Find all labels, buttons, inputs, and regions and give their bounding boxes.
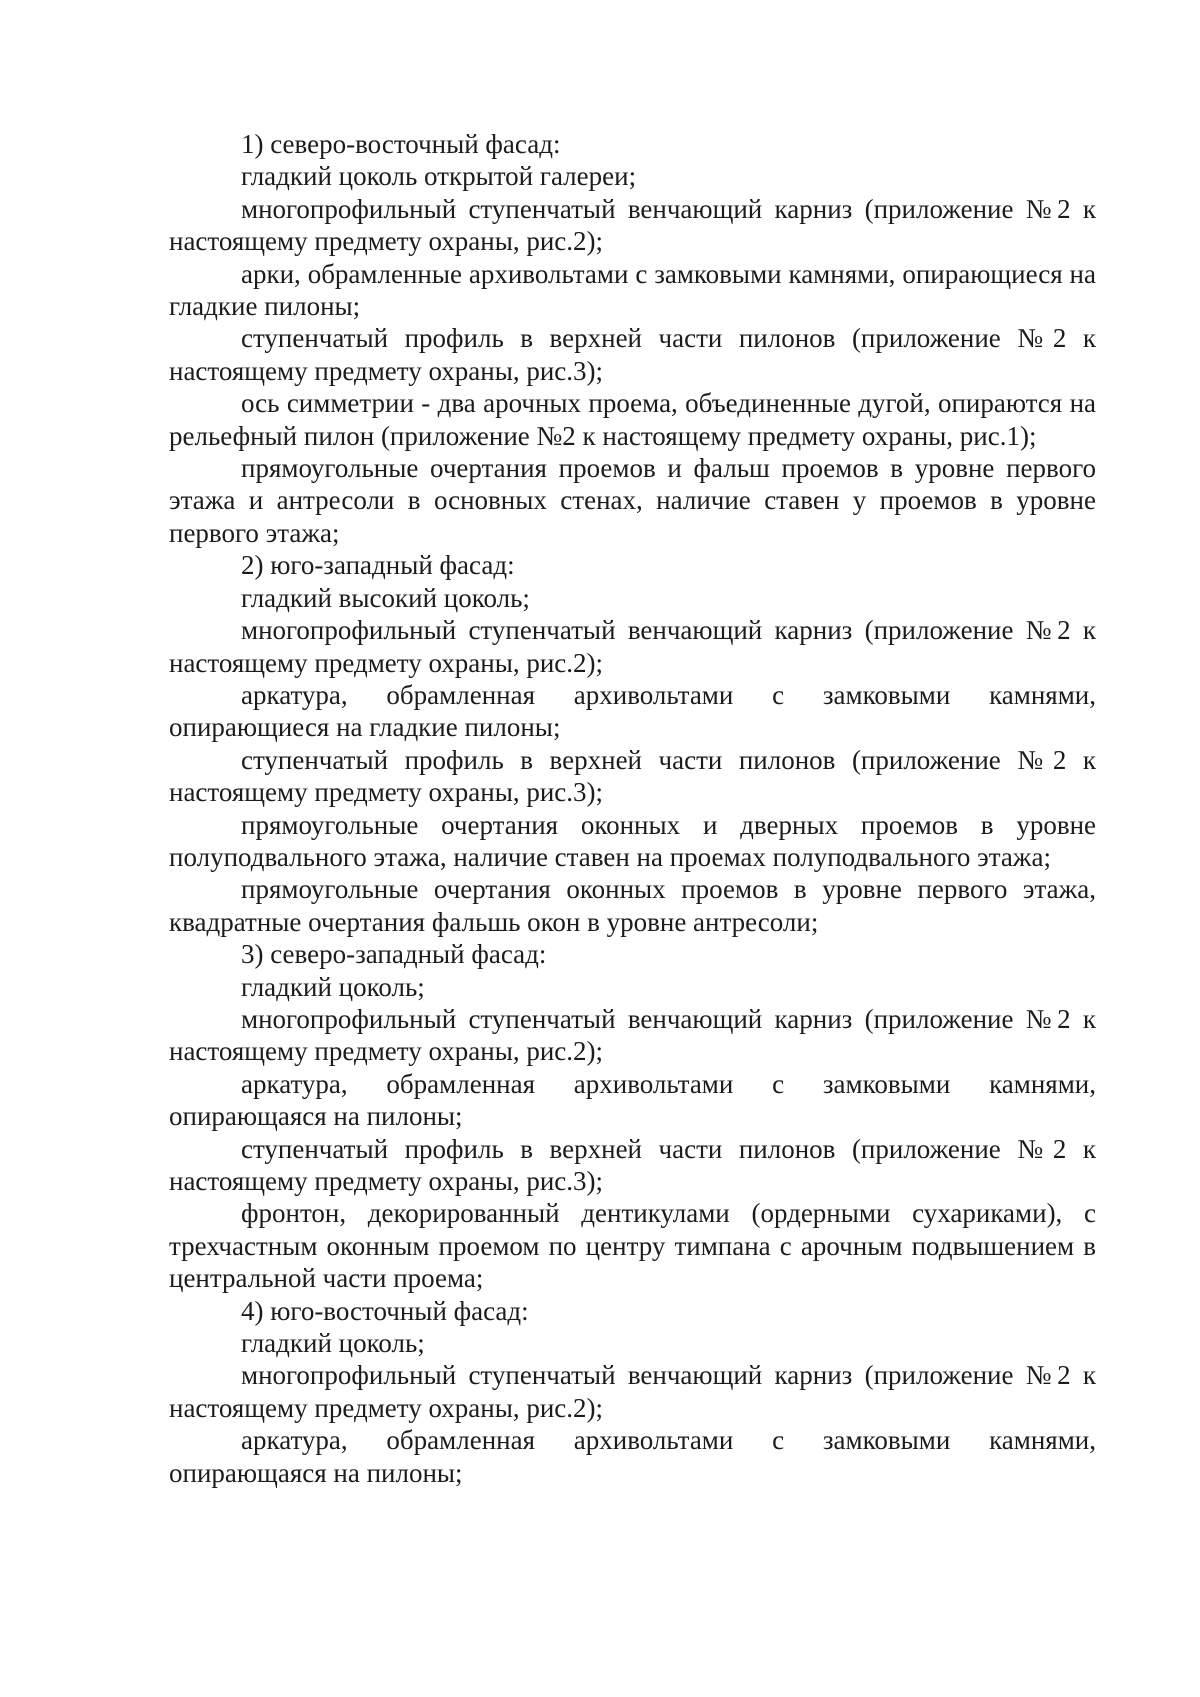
paragraph-se-plinth: гладкий цоколь; xyxy=(241,1328,425,1359)
paragraph-ne-facade-heading: 1) северо-восточный фасад: xyxy=(241,129,561,159)
paragraph-se-facade-heading: 4) юго-восточный фасад: xyxy=(241,1295,529,1326)
paragraph-ne-symmetry-axis: ось симметрии - два арочных проема, объединенные дугой, опираются на рельефный пилон (приложение №2 к настоящему предмету охраны, рис.1); xyxy=(169,388,1096,451)
paragraph-nw-plinth: гладкий цоколь; xyxy=(241,971,425,1002)
paragraph-ne-pylon-profile: ступенчатый профиль в верхней части пилонов (приложение №2 к настоящему предмету охраны, рис.3); xyxy=(169,323,1096,386)
paragraph-sw-arcade: аркатура, обрамленная архивольтами с замковыми камнями, опирающиеся на гладкие пилоны; xyxy=(169,679,1096,743)
paragraph-nw-pediment: фронтон, декорированный дентикулами (ордерными сухариками), с трехчастным оконным проемом по центру тимпана с арочным подвышением в центральной части проема; xyxy=(169,1198,1096,1294)
paragraph-ne-openings: прямоугольные очертания проемов и фальш проемов в уровне первого этажа и антресоли в основных стенах, наличие ставен у проемов в уровне первого этажа; xyxy=(169,453,1096,548)
paragraph-se-cornice: многопрофильный ступенчатый венчающий карниз (приложение №2 к настоящему предмету охраны, рис.2); xyxy=(169,1360,1096,1423)
paragraph-nw-cornice: многопрофильный ступенчатый венчающий карниз (приложение №2 к настоящему предмету охраны, рис.2); xyxy=(169,1003,1096,1067)
paragraph-ne-cornice: многопрофильный ступенчатый венчающий карниз (приложение №2 к настоящему предмету охраны, рис.2); xyxy=(169,193,1096,257)
paragraph-nw-arcade: аркатура, обрамленная архивольтами с замковыми камнями, опирающаяся на пилоны; xyxy=(169,1068,1096,1132)
paragraph-sw-first-floor-openings: прямоугольные очертания оконных проемов в уровне первого этажа, квадратные очертания фальшь окон в уровне антресоли; xyxy=(169,874,1096,937)
paragraph-sw-facade-heading: 2) юго-западный фасад: xyxy=(241,550,515,581)
paragraph-sw-basement-openings: прямоугольные очертания оконных и дверных проемов в уровне полуподвального этажа, наличие ставен на проемах полуподвального этажа; xyxy=(169,809,1096,872)
paragraph-sw-pylon-profile: ступенчатый профиль в верхней части пилонов (приложение №2 к настоящему предмету охраны, рис.3); xyxy=(169,744,1096,808)
paragraph-nw-facade-heading: 3) северо-западный фасад: xyxy=(241,939,547,970)
paragraph-sw-cornice: многопрофильный ступенчатый венчающий карниз (приложение №2 к настоящему предмету охраны, рис.2); xyxy=(169,615,1096,678)
paragraph-nw-pylon-profile: ступенчатый профиль в верхней части пилонов (приложение №2 к настоящему предмету охраны, рис.3); xyxy=(169,1133,1096,1196)
paragraph-ne-arches: арки, обрамленные архивольтами с замковыми камнями, опирающиеся на гладкие пилоны; xyxy=(169,258,1096,322)
paragraph-sw-plinth: гладкий высокий цоколь; xyxy=(241,582,530,613)
paragraph-ne-plinth: гладкий цоколь открытой галереи; xyxy=(241,161,637,192)
paragraph-se-arcade: аркатура, обрамленная архивольтами с замковыми камнями, опирающаяся на пилоны; xyxy=(169,1425,1096,1488)
document-body xyxy=(169,128,1096,1489)
